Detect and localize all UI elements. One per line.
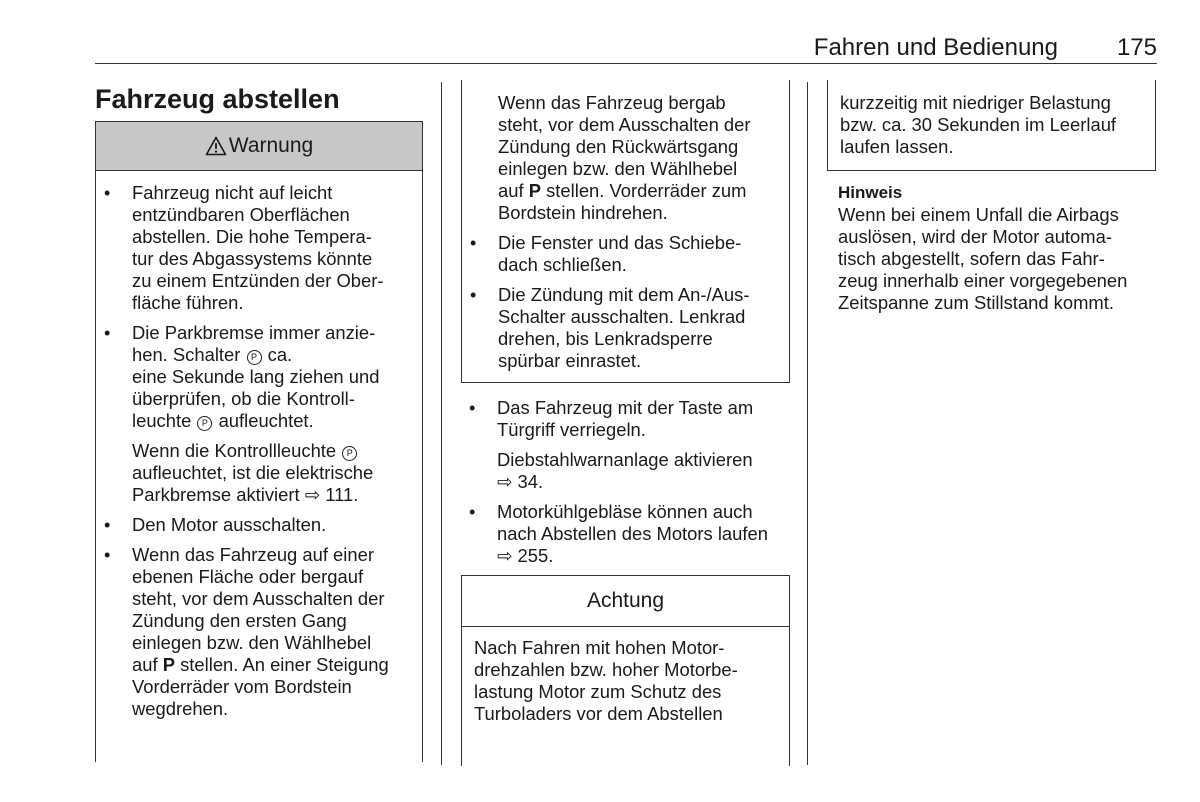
warning-box: [95, 121, 423, 762]
text-line: einlegen bzw. den Wählhebel: [132, 632, 372, 653]
text-line: Vorderräder vom Bordstein: [132, 676, 352, 697]
caution-box: [461, 575, 790, 766]
hint-section: [838, 182, 1158, 314]
text-line: laufen lassen.: [840, 136, 954, 157]
hint-title: Hinweis: [838, 183, 903, 202]
text-line: lastung Motor zum Schutz des: [474, 681, 722, 702]
text-line: Nach Fahren mit hohen Motor-: [474, 637, 725, 658]
text-line: steht, vor dem Ausschalten der: [498, 114, 751, 135]
text-line: Parkbremse aktiviert ⇨ 111.: [132, 484, 359, 505]
section-title: Fahrzeug abstellen: [95, 84, 340, 114]
text-line: dach schließen.: [498, 254, 627, 275]
paragraph: [96, 440, 422, 506]
paragraph: [461, 449, 791, 493]
warning-body: [96, 171, 422, 720]
text-line: abstellen. Die hohe Tempera-: [132, 226, 372, 247]
page-reference[interactable]: 34.: [517, 471, 544, 492]
text-line: • Motorkühlgebläse können auch: [497, 501, 753, 522]
text-line: entzündbaren Oberflächen: [132, 204, 350, 225]
text-line: bzw. ca. 30 Sekunden im Leerlauf: [840, 114, 1117, 135]
text-line: zeug innerhalb einer vorgegebenen: [838, 270, 1128, 291]
text-line: drehen, bis Lenkradsperre: [498, 328, 713, 349]
paragraph: [462, 92, 789, 224]
text-line: aufleuchtet, ist die elektrische: [132, 462, 374, 483]
text-line: Bordstein hindrehen.: [498, 202, 668, 223]
running-header-section: Fahren und Bedienung: [813, 34, 1058, 61]
text-line: wegdrehen.: [132, 698, 229, 719]
text-line: Wenn die Kontrollleuchte P: [132, 440, 422, 462]
text-line: • Die Zündung mit dem An-/Aus-: [498, 284, 750, 305]
column-2-body: [461, 397, 791, 575]
text-line: [497, 545, 791, 567]
list-item: [96, 544, 422, 720]
caution-box-header: Achtung: [462, 576, 789, 627]
warning-box-continued: [461, 80, 790, 383]
gear-key-label: P: [528, 180, 541, 201]
column-divider-2: [807, 82, 808, 765]
cross-reference-arrow-icon: ⇨: [304, 484, 321, 505]
text-line: auslösen, wird der Motor automa-: [838, 226, 1112, 247]
gear-key-label: P: [162, 654, 175, 675]
caution-body: [462, 627, 789, 725]
list-item: [462, 284, 789, 372]
text-line: Wenn bei einem Unfall die Airbags: [838, 204, 1119, 225]
text-line: • Fahrzeug nicht auf leicht: [132, 182, 333, 203]
parking-brake-icon: P: [342, 446, 357, 461]
text-line: nach Abstellen des Motors laufen: [497, 523, 768, 544]
text-line: tur des Abgassystems könnte: [132, 248, 373, 269]
text-line: Turboladers vor dem Abstellen: [474, 703, 723, 724]
text-line: Zündung den ersten Gang: [132, 610, 347, 631]
caution-box-continued: [827, 80, 1156, 171]
text-line: drehzahlen bzw. hoher Motorbe-: [474, 659, 738, 680]
list-item: [461, 501, 791, 567]
text-line: steht, vor dem Ausschalten der: [132, 588, 385, 609]
text-line: • Die Fenster und das Schiebe-: [498, 232, 742, 253]
text-line: Zeitspanne zum Stillstand kommt.: [838, 292, 1114, 313]
text-line: Diebstahlwarnanlage aktivieren: [497, 449, 753, 470]
text-line: • Wenn das Fahrzeug auf einer: [132, 544, 374, 565]
text-line: zu einem Entzünden der Ober-: [132, 270, 384, 291]
warning-triangle-icon: [205, 136, 227, 156]
list-item: [96, 514, 422, 536]
text-line: leuchte P aufleuchtet.: [132, 410, 314, 431]
cross-reference-arrow-icon: ⇨: [497, 471, 513, 492]
page-number: 175: [1116, 34, 1157, 61]
warning-heading: Warnung: [228, 134, 314, 157]
page-reference[interactable]: 255.: [517, 545, 554, 566]
text-line: • Den Motor ausschalten.: [132, 514, 327, 535]
text-line: • Das Fahrzeug mit der Taste am: [497, 397, 754, 418]
text-line: spürbar einrastet.: [498, 350, 642, 371]
cross-reference-arrow-icon: ⇨: [497, 545, 513, 566]
text-line: auf P stellen. Vorderräder zum: [498, 180, 747, 201]
parking-brake-icon: P: [197, 416, 212, 431]
text-line: kurzzeitig mit niedriger Belastung: [840, 92, 1111, 113]
text-line: • Die Parkbremse immer anzie-: [132, 322, 376, 343]
text-line: auf P stellen. An einer Steigung: [132, 654, 389, 675]
list-item: [462, 232, 789, 276]
text-line: [497, 471, 791, 493]
parking-brake-icon: P: [247, 350, 262, 365]
text-line: eine Sekunde lang ziehen und: [132, 366, 380, 387]
text-line: Türgriff verriegeln.: [497, 419, 646, 440]
text-line: ebenen Fläche oder bergauf: [132, 566, 364, 587]
list-item: [96, 322, 422, 432]
text-line: hen. Schalter P ca.: [132, 344, 293, 365]
text-line: Zündung den Rückwärtsgang: [498, 136, 739, 157]
warning-box-header: [96, 122, 422, 171]
text-line: Wenn das Fahrzeug bergab: [498, 92, 726, 113]
column-divider-1: [441, 82, 442, 765]
list-item: [96, 182, 422, 314]
text-line: überprüfen, ob die Kontroll-: [132, 388, 355, 409]
text-line: fläche führen.: [132, 292, 244, 313]
page-reference[interactable]: 111.: [325, 484, 359, 505]
list-item: [461, 397, 791, 441]
header-rule: [95, 63, 1157, 64]
text-line: Schalter ausschalten. Lenkrad: [498, 306, 746, 327]
text-line: einlegen bzw. den Wählhebel: [498, 158, 738, 179]
text-line: tisch abgestellt, sofern das Fahr-: [838, 248, 1105, 269]
